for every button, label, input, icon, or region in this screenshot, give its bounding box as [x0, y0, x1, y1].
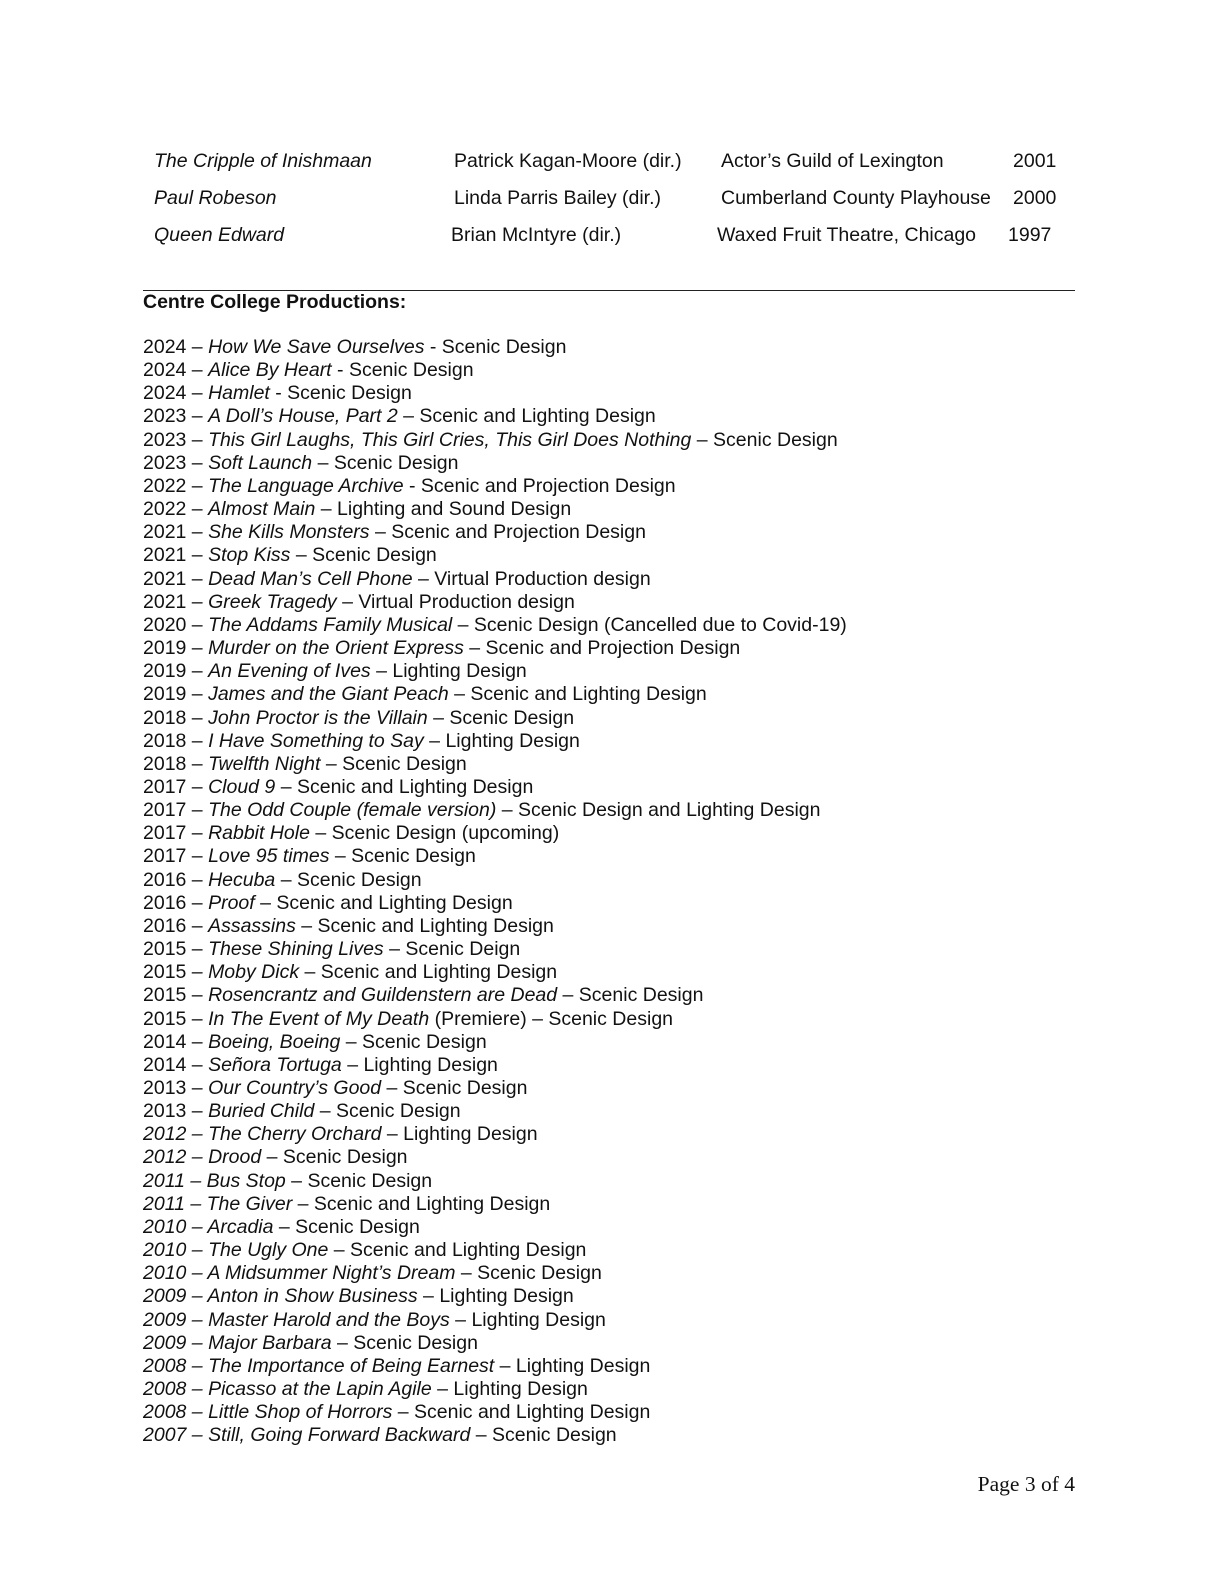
production-year: 2009 – [143, 1308, 209, 1331]
production-title: Alice By Heart [208, 359, 332, 382]
production-year: 2014 – [143, 1053, 209, 1076]
production-role: – Scenic Design [381, 1077, 528, 1099]
production-role: – Virtual Production design [336, 590, 575, 613]
production-year: 2010 – [143, 1215, 208, 1238]
production-role: - Scenic Design [331, 359, 474, 382]
production-role: – Scenic Design [275, 868, 422, 891]
production-title: James and the Giant Peach [208, 683, 449, 706]
production-title: A Midsummer Night’s Dream [207, 1262, 456, 1285]
list-item [143, 521, 1103, 544]
production-title: She Kills Monsters [208, 521, 370, 544]
production-title: The Cripple of Inishmaan [154, 150, 372, 172]
production-title: The Giver [206, 1192, 293, 1215]
list-item [143, 1355, 1103, 1378]
list-item [143, 938, 1103, 961]
production-year: 2008 – [143, 1378, 209, 1401]
production-year: 2021 – [143, 567, 209, 590]
production-title: A Doll’s House, Part 2 [208, 405, 398, 428]
production-title: The Ugly One [208, 1239, 329, 1262]
production-role: – Lighting Design [431, 1378, 588, 1401]
production-title: Stop Kiss [208, 544, 291, 567]
production-title: Hamlet [208, 382, 270, 405]
list-item [143, 475, 1103, 498]
production-year: 2013 – [143, 1077, 209, 1099]
production-role: – Scenic and Projection Design [463, 637, 741, 660]
production-role: – Lighting Design [381, 1123, 538, 1146]
list-item [143, 429, 1103, 452]
list-item [143, 799, 1103, 822]
production-role: – Scenic Design [470, 1424, 617, 1447]
production-title: Dead Man’s Cell Phone [208, 567, 413, 590]
production-year: 2010 – [143, 1262, 208, 1285]
list-item [143, 591, 1103, 614]
list-item [143, 336, 1103, 359]
list-item [143, 544, 1103, 567]
list-item [143, 1332, 1103, 1355]
list-item [143, 1008, 1103, 1031]
list-item [143, 359, 1103, 382]
production-year: 2017 – [143, 775, 209, 798]
list-item [143, 1216, 1103, 1239]
production-title: The Language Archive [208, 474, 404, 497]
list-item [143, 892, 1103, 915]
production-role: – Scenic and Lighting Design [328, 1239, 587, 1262]
list-item [143, 405, 1103, 428]
production-year: 2008 – [143, 1354, 209, 1377]
production-role: – Scenic Design [331, 1331, 478, 1354]
production-year: 2009 – [143, 1285, 208, 1308]
production-title: How We Save Ourselves [208, 336, 425, 358]
production-title: Moby Dick [208, 961, 300, 984]
list-item [143, 753, 1103, 776]
production-year: 2024 – [143, 336, 209, 358]
production-year: 2021 – [143, 521, 209, 544]
list-item [143, 1378, 1103, 1401]
production-title: Little Shop of Horrors [208, 1401, 393, 1424]
production-title: The Importance of Being Earnest [208, 1354, 495, 1377]
production-role: – Lighting and Sound Design [315, 498, 572, 521]
production-role: – Scenic and Lighting Design [295, 914, 554, 937]
production-role: – Scenic Design [340, 1030, 487, 1053]
list-item [143, 498, 1103, 521]
production-year: 2018 – [143, 729, 209, 752]
production-role: – Scenic Design and Lighting Design [496, 799, 821, 822]
production-role: – Scenic Design [557, 984, 704, 1007]
list-item [143, 915, 1103, 938]
production-role: – Scenic Design [314, 1100, 461, 1123]
production-title: Almost Main [208, 498, 316, 521]
list-item [143, 961, 1103, 984]
production-year: 2015 – [143, 1007, 209, 1030]
production-year: 2014 – [143, 1030, 209, 1053]
production-title: Still, Going Forward Backward [208, 1424, 471, 1447]
list-item [143, 1285, 1103, 1308]
production-role: – Scenic and Lighting Design [397, 405, 656, 428]
list-item [143, 1401, 1103, 1424]
production-title: These Shining Lives [208, 938, 384, 961]
production-year: 2022 – [143, 474, 209, 497]
production-venue: Waxed Fruit Theatre, Chicago [717, 224, 977, 246]
production-role: – Scenic and Lighting Design [392, 1401, 651, 1424]
list-item [143, 568, 1103, 591]
production-year: 2021 – [143, 590, 209, 613]
production-role: – Lighting Design [341, 1053, 498, 1076]
production-role: – Scenic Design [312, 451, 459, 474]
list-item [143, 1077, 1103, 1100]
production-role: – Lighting Design [494, 1354, 651, 1377]
production-title: An Evening of Ives [208, 660, 371, 683]
production-title: John Proctor is the Villain [208, 706, 428, 729]
production-role: – Lighting Design [423, 729, 580, 752]
production-title: Proof [208, 891, 255, 914]
production-role: – Scenic Design [290, 544, 437, 567]
list-item [143, 1146, 1103, 1169]
production-role: – Lighting Design [417, 1285, 574, 1308]
list-item [143, 1193, 1103, 1216]
production-role: – Scenic and Lighting Design [292, 1192, 551, 1215]
production-title: Twelfth Night [208, 752, 321, 775]
production-title: Assassins [208, 914, 296, 937]
list-item [143, 707, 1103, 730]
list-item [143, 822, 1103, 845]
page-number: Page 3 of 4 [977, 1472, 1075, 1496]
production-title: Paul Robeson [154, 187, 277, 209]
production-year: 2009 – [143, 1331, 209, 1354]
production-title: Queen Edward [154, 224, 285, 246]
production-role: – Scenic and Projection Design [369, 521, 646, 544]
list-item [143, 1123, 1103, 1146]
production-role: – Scenic and Lighting Design [299, 961, 558, 984]
list-item [143, 1424, 1103, 1447]
list-item [143, 660, 1103, 683]
production-year: 2012 – [143, 1146, 209, 1169]
production-year: 2000 [1013, 187, 1057, 209]
list-item [143, 1170, 1103, 1193]
production-year: 2022 – [143, 498, 209, 521]
production-title: Love 95 times [208, 845, 330, 868]
production-title: Boeing, Boeing [208, 1030, 341, 1053]
production-year: 2010 – [143, 1239, 209, 1262]
production-role: – Scenic Design [329, 845, 476, 868]
production-year: 2023 – [143, 451, 209, 474]
production-title: Rabbit Hole [208, 822, 310, 845]
production-title: The Addams Family Musical [208, 613, 453, 636]
production-role: - Scenic Design [269, 382, 412, 405]
production-role: – Scenic Design (Cancelled due to Covid-19) [452, 613, 847, 636]
list-item [143, 869, 1103, 892]
production-title: Murder on the Orient Express [208, 637, 464, 660]
production-director: Linda Parris Bailey (dir.) [454, 187, 661, 209]
production-year: 2015 – [143, 984, 209, 1007]
list-item [143, 730, 1103, 753]
production-role: – Lighting Design [449, 1308, 606, 1331]
list-item [143, 984, 1103, 1007]
production-title: Rosencrantz and Guildenstern are Dead [208, 984, 558, 1007]
production-year: 2021 – [143, 544, 209, 567]
list-item [143, 1262, 1103, 1285]
list-item [143, 776, 1103, 799]
production-title: Major Barbara [208, 1331, 332, 1354]
list-item [143, 614, 1103, 637]
production-title: Anton in Show Business [207, 1285, 418, 1308]
production-title: Picasso at the Lapin Agile [208, 1378, 432, 1401]
production-year: 2024 – [143, 359, 209, 382]
production-year: 2018 – [143, 706, 209, 729]
production-year: 2016 – [143, 914, 209, 937]
production-year: 2018 – [143, 752, 209, 775]
list-item [143, 845, 1103, 868]
production-year: 2017 – [143, 799, 209, 822]
production-year: 2013 – [143, 1100, 209, 1123]
production-year: 2019 – [143, 683, 209, 706]
production-role: – Scenic Design [455, 1262, 602, 1285]
production-role: – Scenic Design [261, 1146, 408, 1169]
production-year: 2019 – [143, 637, 209, 660]
production-role: (Premiere) – Scenic Design [429, 1007, 674, 1030]
production-role: – Scenic Design [427, 706, 575, 729]
list-item [143, 1309, 1103, 1332]
production-venue: Actor’s Guild of Lexington [721, 150, 944, 172]
production-title: Señora Tortuga [208, 1053, 342, 1076]
list-item [143, 1239, 1103, 1262]
production-title: Greek Tragedy [208, 590, 337, 613]
list-item [143, 1100, 1103, 1123]
production-year: 2007 – [143, 1424, 209, 1447]
production-year: 2020 – [143, 613, 209, 636]
production-role: – Scenic Design [273, 1215, 420, 1238]
production-role: – Scenic Deign [383, 938, 521, 961]
production-director: Brian McIntyre (dir.) [451, 224, 622, 246]
production-year: 2015 – [143, 961, 209, 984]
list-item [143, 382, 1103, 405]
production-year: 2016 – [143, 868, 209, 891]
production-role: – Scenic and Lighting Design [448, 683, 707, 706]
production-year: 2011 – [143, 1192, 207, 1215]
production-year: 2008 – [143, 1401, 209, 1424]
production-role: – Scenic Design [285, 1169, 433, 1192]
production-title: The Cherry Orchard [208, 1123, 382, 1146]
list-item [143, 1031, 1103, 1054]
production-title: Our Country’s Good [208, 1077, 382, 1099]
production-title: The Odd Couple (female version) [208, 799, 497, 822]
production-year: 2015 – [143, 938, 209, 961]
production-title: Soft Launch [208, 451, 313, 474]
production-role: – Lighting Design [370, 660, 527, 683]
production-year: 2019 – [143, 660, 209, 683]
centre-productions-list [143, 336, 1103, 1448]
production-director: Patrick Kagan-Moore (dir.) [454, 150, 682, 172]
production-role: – Scenic Design [320, 752, 467, 775]
production-title: Master Harold and the Boys [208, 1308, 450, 1331]
production-role: - Scenic Design [424, 336, 567, 358]
production-year: 2011 – [143, 1169, 207, 1192]
production-year: 1997 [1008, 224, 1052, 246]
production-title: Buried Child [208, 1100, 315, 1123]
production-year: 2017 – [143, 845, 209, 868]
production-title: In The Event of My Death [208, 1007, 430, 1030]
production-role: – Scenic and Lighting Design [254, 891, 513, 914]
list-item [143, 683, 1103, 706]
production-year: 2024 – [143, 382, 209, 405]
production-title: This Girl Laughs, This Girl Cries, This Girl Does Nothing [208, 428, 692, 451]
section-heading: Centre College Productions: [143, 291, 407, 313]
production-title: Bus Stop [206, 1169, 286, 1192]
production-year: 2001 [1013, 150, 1057, 172]
production-role: - Scenic and Projection Design [403, 474, 676, 497]
production-title: Drood [208, 1146, 262, 1169]
production-title: Arcadia [207, 1215, 274, 1238]
list-item [143, 637, 1103, 660]
production-role: – Scenic Design [691, 428, 838, 451]
production-role: – Scenic and Lighting Design [275, 775, 534, 798]
list-item [143, 452, 1103, 475]
production-title: I Have Something to Say [208, 729, 424, 752]
production-year: 2023 – [143, 428, 209, 451]
production-year: 2017 – [143, 822, 209, 845]
production-title: Cloud 9 [208, 775, 276, 798]
production-title: Hecuba [208, 868, 276, 891]
list-item [143, 1054, 1103, 1077]
production-role: – Virtual Production design [412, 567, 651, 590]
production-year: 2023 – [143, 405, 209, 428]
production-year: 2012 – [143, 1123, 209, 1146]
production-venue: Cumberland County Playhouse [721, 187, 991, 209]
production-role: – Scenic Design (upcoming) [309, 822, 560, 845]
production-year: 2016 – [143, 891, 209, 914]
